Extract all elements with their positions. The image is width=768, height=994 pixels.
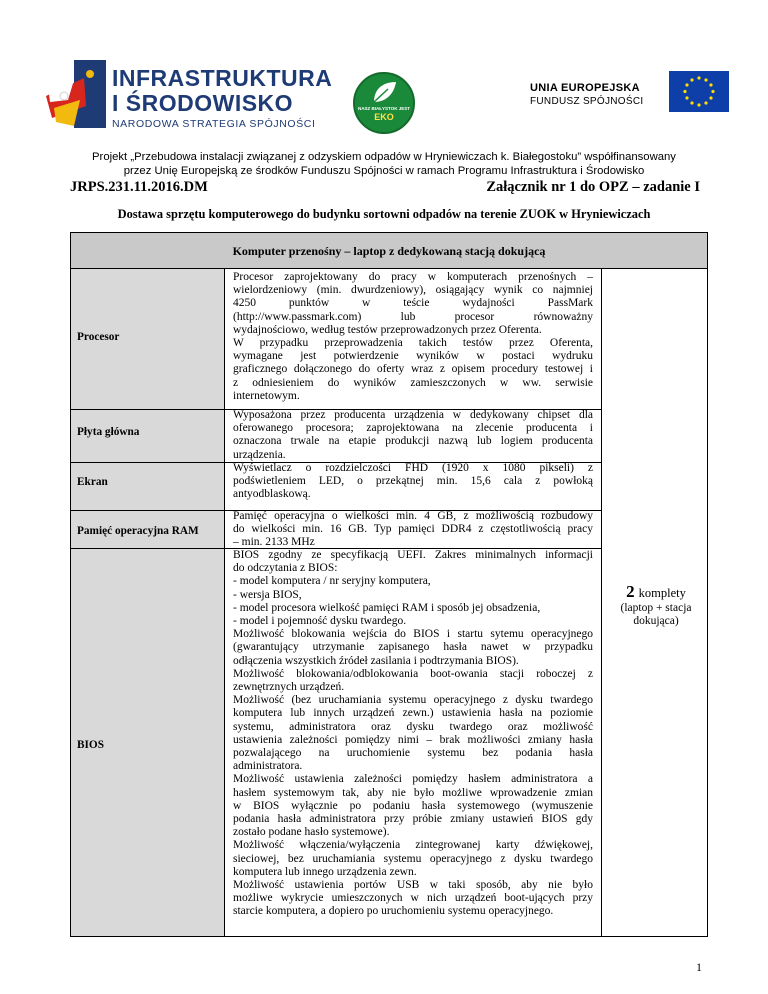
description-line: możliwe wykrycie umieszczonych w nich urządzeń boot-ujących przy [233, 892, 593, 905]
row-description-ekran [233, 462, 593, 502]
description-line: w BIOS wyłącznie po podaniu hasła systemowego (wymuszenie [233, 799, 593, 812]
document-title: Dostawa sprzętu komputerowego do budynku sortowni odpadów na terenie ZUOK w Hryniewiczach [117, 207, 651, 221]
row-description-ram [233, 510, 593, 550]
description-line: Procesor zaprojektowany do pracy w komputerach przenośnych – [233, 271, 593, 283]
project-line1: Projekt „Przebudowa instalacji związanej z odzyskiem odpadów w Hryniewiczach k. Białegostoku” współfinansowany [92, 151, 676, 163]
row-divider [71, 510, 224, 511]
description-line: (gwarantujący utrzymanie zapisanego hasła nawet w przypadku [233, 641, 593, 654]
description-line: - model i pojemność dysku twardego. [233, 615, 407, 628]
description-line: graficznego dołączonego do oferty wraz z opisem procedury testowej i [233, 363, 593, 376]
reference-number: JRPS.231.11.2016.DM [70, 179, 208, 195]
row-label-procesor: Procesor [77, 331, 120, 343]
quantity-unit: komplety [638, 586, 686, 600]
description-line: administratora. [233, 760, 303, 773]
description-line: wielordzeniowy (min. dwurdzeniowy), osiągający wynik co najmniej [233, 284, 593, 297]
description-line: Wyświetlacz o rozdzielczości FHD (1920 x 1080 pikseli) z [233, 462, 593, 474]
description-line: antyodblaskową. [233, 488, 311, 501]
row-description-plyta-glowna [233, 409, 593, 462]
description-line: komputera lub innego urządzenia zewn. [233, 865, 417, 878]
description-line: oznaczona trwale na etapie produkcji nazwą lub logiem producenta [233, 435, 593, 448]
eko-small-text: NASZ BIAŁYSTOK JEST [358, 106, 410, 111]
row-divider [71, 409, 224, 410]
nss-emblem-icon [44, 56, 108, 134]
eu-line1: UNIA EUROPEJSKA [530, 82, 640, 94]
description-line: - model komputera / nr seryjny komputera, [233, 575, 431, 588]
description-line: (http://www.passmark.com) lub procesor równoważny [233, 310, 593, 323]
description-line: z odniesieniem do wyników zamieszczonych w ww. serwisie [233, 376, 593, 389]
row-divider [71, 462, 224, 463]
description-line: Możliwość (bez uruchamiania systemu operacyjnego z dysku twardego [233, 694, 593, 707]
row-label-ram: Pamięć operacyjna RAM [77, 525, 199, 537]
eu-line2: FUNDUSZ SPÓJNOŚCI [530, 96, 644, 107]
description-line: zewnętrznych urządzeń. [233, 681, 345, 694]
description-line: Możliwość ustawienia zależności pomiędzy hasłem administratora a [233, 773, 593, 786]
description-line: Wyposażona przez producenta urządzenia w dedykowany chipset dla [233, 409, 593, 421]
row-label-ekran: Ekran [77, 476, 108, 488]
description-line: Możliwość włączenia/wyłączenia zintegrowanej karty dźwiękowej, [233, 839, 593, 852]
table-header [71, 233, 707, 269]
description-line: - model procesora wielkość pamięci RAM i sposób jej obsadzenia, [233, 601, 541, 614]
description-line: internetowym. [233, 389, 300, 402]
description-line: wydajnościowo, według testów przeprowadzonych przez Oferenta. [233, 323, 542, 336]
description-line: Możliwość blokowania/odblokowania boot-owania stacji roboczej z [233, 667, 593, 680]
description-line: hasłem systemowym tak, aby nie było możliwe wprowadzenie zmian [233, 786, 593, 799]
logo-subtitle: NARODOWA STRATEGIA SPÓJNOŚCI [112, 118, 316, 130]
leaf-icon [370, 80, 398, 106]
row-divider [71, 548, 224, 549]
description-line: komputera lub innych urządzeń zewn.) ustawienia hasła na poziomie [233, 707, 593, 720]
description-line: wymagane jest potwierdzenie wyników w postaci wydruku [233, 350, 593, 363]
description-line: podania hasła administratora przy próbie zmiany ustawień BIOS gdy [233, 813, 593, 826]
specification-table [70, 232, 708, 937]
logo-title-line2: I ŚRODOWISKO [112, 90, 294, 116]
description-line: BIOS zgodny ze specyfikacją UEFI. Zakres minimalnych informacji [233, 549, 593, 561]
description-line: zostało podane hasło systemowe). [233, 826, 390, 839]
label-column [71, 269, 225, 936]
description-line: Możliwość ustawienia portów USB w taki sposób, aby nie było [233, 879, 593, 892]
description-line: ustawienia zależności pomiędzy nimi – brak możliwości zmiany hasła [233, 733, 593, 746]
row-description-procesor [233, 271, 593, 403]
logo-title-line1: INFRASTRUKTURA [112, 65, 333, 91]
description-column [225, 269, 601, 936]
description-line: W przypadku przeprowadzenia takich testów przez Oferenta, [233, 337, 593, 350]
eu-flag-icon [669, 71, 729, 112]
eko-word: EKO [374, 112, 394, 122]
description-line: sieciowej, bez uruchamiania systemu operacyjnego z dysku twardego [233, 852, 593, 865]
row-description-bios [233, 549, 593, 919]
quantity-number: 2 [626, 582, 635, 601]
quantity-column [601, 269, 709, 936]
description-line: odłączenia wszystkich źródeł zasilania i podtrzymania BIOS). [233, 654, 519, 667]
description-line: Możliwość blokowania wejścia do BIOS i startu sytemu operacyjnego [233, 628, 593, 641]
eu-fund-text [530, 82, 670, 107]
description-line: starcie komputera, a dopiero po uruchomieniu systemu operacyjnego. [233, 905, 554, 918]
description-line: podświetleniem LED, o przekątnej min. 15,6 cala z powłoką [233, 475, 593, 488]
description-line: pozwalającego na uruchomienie systemu bez podania hasła [233, 747, 593, 760]
description-line: - wersja BIOS, [233, 588, 302, 601]
quantity-note-line2: dokująca) [633, 615, 679, 627]
description-line: – min. 2133 MHz [233, 536, 315, 549]
eko-logo [353, 72, 415, 134]
description-line: systemu, administratora oraz dysku twardego oraz możliwość [233, 720, 593, 733]
quantity-note [602, 602, 710, 628]
description-line: urządzenia. [233, 448, 286, 461]
quantity [602, 582, 710, 602]
quantity-note-line1: (laptop + stacja [620, 602, 692, 614]
table-header-text: Komputer przenośny – laptop z dedykowaną stacją dokującą [232, 244, 546, 258]
project-description [60, 150, 708, 178]
row-label-bios: BIOS [77, 739, 105, 751]
row-label-plyta-glowna: Płyta główna [77, 426, 140, 438]
description-line: do wielkości min. 16 GB. Typ pamięci DDR4 z częstotliwością pracy [233, 523, 593, 536]
annex-label: Załącznik nr 1 do OPZ – zadanie I [486, 179, 700, 195]
description-line: do odczytania z BIOS: [233, 562, 338, 575]
infrastruktura-srodowisko-logo [44, 56, 333, 136]
description-line: 4250 punktów w teście wydajności PassMark [233, 297, 593, 310]
page-number: 1 [696, 960, 702, 974]
description-line: Pamięć operacyjna o wielkości min. 4 GB, z możliwością rozbudowy [233, 510, 593, 522]
project-line2: przez Unię Europejską ze środków Funduszu Spójności w ramach Programu Infrastruktura i Środowisko [123, 165, 645, 177]
description-line: oferowanego procesora; zaprojektowana na zlecenie producenta i [233, 422, 593, 435]
